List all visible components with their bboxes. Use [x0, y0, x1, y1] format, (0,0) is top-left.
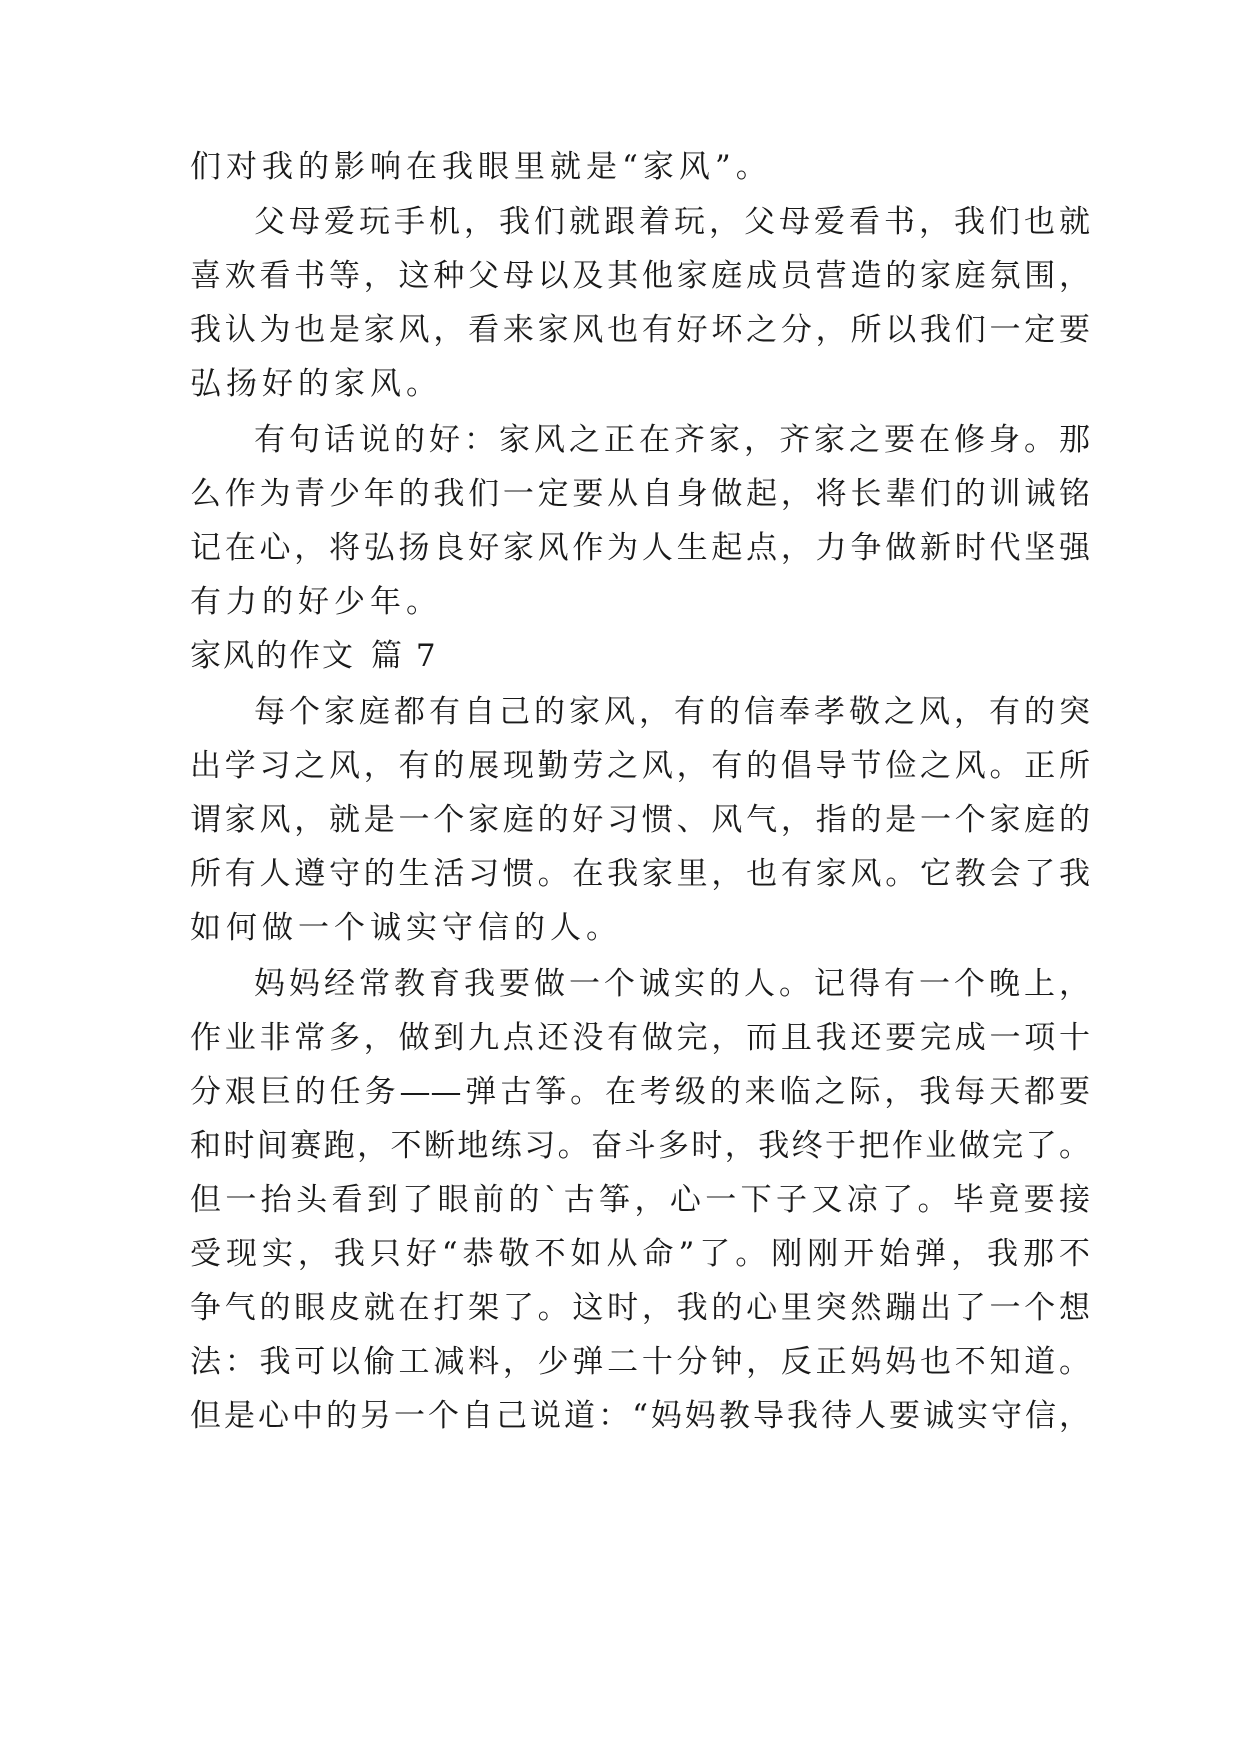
section-heading-title: 家风的作文 — [190, 638, 355, 674]
paragraph-line: 么作为青少年的我们一定要从自身做起，将长辈们的训诫铭 — [190, 476, 1090, 512]
paragraph-line: 记在心，将弘扬良好家风作为人生起点，力争做新时代坚强 — [190, 530, 1090, 566]
paragraph-line: 我认为也是家风，看来家风也有好坏之分，所以我们一定要 — [190, 312, 1090, 348]
section-heading — [190, 634, 1090, 678]
paragraph-line: 谓家风，就是一个家庭的好习惯、风气，指的是一个家庭的 — [190, 802, 1090, 838]
paragraph-line: 所有人遵守的生活习惯。在我家里，也有家风。它教会了我 — [190, 856, 1090, 892]
paragraph-line: 但一抬头看到了眼前的`古筝，心一下子又凉了。毕竟要接 — [190, 1182, 1090, 1218]
paragraph-line: 妈妈经常教育我要做一个诚实的人。记得有一个晚上， — [254, 966, 1090, 1002]
paragraph-line: 受现实，我只好“恭敬不如从命”了。刚刚开始弹，我那不 — [190, 1236, 1090, 1272]
paragraph-line: 弘扬好的家风。 — [190, 366, 442, 402]
paragraph-line: 争气的眼皮就在打架了。这时，我的心里突然蹦出了一个想 — [190, 1290, 1090, 1326]
paragraph-line: 如何做一个诚实守信的人。 — [190, 910, 622, 946]
paragraph-line: 分艰巨的任务——弹古筝。在考级的来临之际，我每天都要 — [190, 1074, 1090, 1110]
paragraph-line: 出学习之风，有的展现勤劳之风，有的倡导节俭之风。正所 — [190, 748, 1090, 784]
paragraph-line: 有句话说的好：家风之正在齐家，齐家之要在修身。那 — [254, 422, 1090, 458]
paragraph-line: 父母爱玩手机，我们就跟着玩，父母爱看书，我们也就 — [254, 204, 1090, 240]
paragraph-line: 和时间赛跑，不断地练习。奋斗多时，我终于把作业做完了。 — [190, 1128, 1090, 1164]
paragraph-line: 作业非常多，做到九点还没有做完，而且我还要完成一项十 — [190, 1020, 1090, 1056]
paragraph-line: 法：我可以偷工减料，少弹二十分钟，反正妈妈也不知道。 — [190, 1344, 1090, 1380]
paragraph-line: 们对我的影响在我眼里就是“家风”。 — [190, 149, 772, 185]
section-heading-number: 篇 7 — [371, 638, 438, 674]
paragraph-line: 有力的好少年。 — [190, 584, 442, 620]
paragraph-line: 但是心中的另一个自己说道：“妈妈教导我待人要诚实守信， — [190, 1398, 1090, 1434]
paragraph-line: 喜欢看书等，这种父母以及其他家庭成员营造的家庭氛围， — [190, 258, 1090, 294]
paragraph-line: 每个家庭都有自己的家风，有的信奉孝敬之风，有的突 — [254, 694, 1090, 730]
